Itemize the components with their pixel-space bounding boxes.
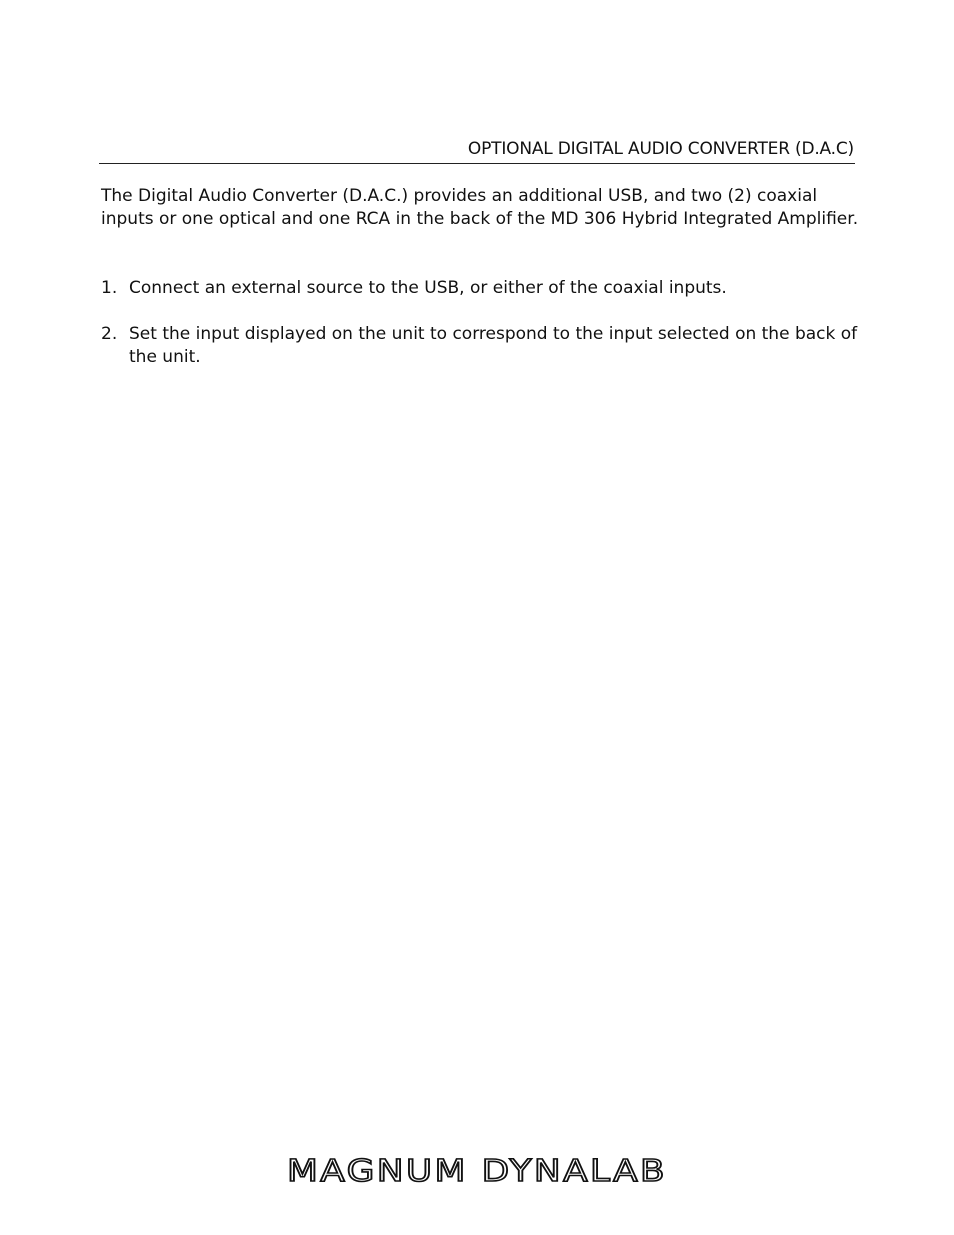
list-item [101,323,861,369]
step-text: Connect an external source to the USB, or either of the coaxial inputs. [129,278,727,298]
list-item [101,277,861,300]
intro-paragraph: The Digital Audio Converter (D.A.C.) provides an additional USB, and two (2) coaxial inputs or one optical and one RCA in the back of the MD 306 Hybrid Integrated Amplifier. [101,186,859,229]
step-number: 2. [101,324,118,344]
brand-logo [287,1150,669,1190]
step-text: Set the input displayed on the unit to correspond to the input selected on the back of the unit. [129,324,858,367]
brand-logo-text: MAGNUM DYNALAB [287,1154,667,1189]
header-divider [99,163,855,164]
instruction-list [101,277,861,392]
step-number: 1. [101,278,118,298]
section-title: OPTIONAL DIGITAL AUDIO CONVERTER (D.A.C) [467,139,854,159]
